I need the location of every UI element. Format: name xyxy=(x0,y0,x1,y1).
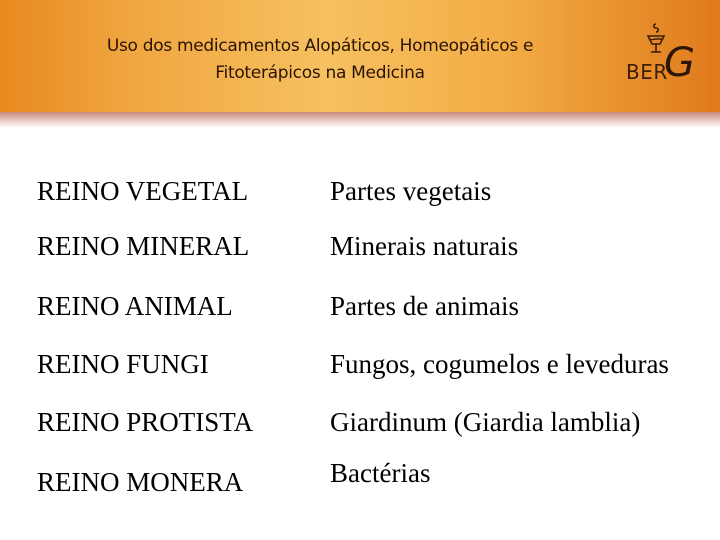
source-label: Partes vegetais xyxy=(330,176,492,206)
source-label: Giardinum (Giardia lamblia) xyxy=(330,407,641,437)
berg-logo xyxy=(620,22,700,88)
slide-title xyxy=(40,33,600,87)
table-row xyxy=(0,231,720,271)
logo-text: BER xyxy=(626,60,668,84)
table-row xyxy=(0,407,720,447)
logo-letter: G xyxy=(664,40,695,86)
table-row xyxy=(0,458,720,503)
table-row xyxy=(0,349,720,389)
kingdom-label: REINO MONERA xyxy=(37,467,244,497)
kingdom-label: REINO VEGETAL xyxy=(37,176,249,206)
kingdom-label: REINO MINERAL xyxy=(37,231,250,261)
table-row xyxy=(0,176,720,216)
source-label: Partes de animais xyxy=(330,291,519,321)
source-label: Bactérias xyxy=(330,458,431,488)
slide-title-line-2: Fitoterápicos na Medicina xyxy=(215,63,425,83)
source-label: Fungos, cogumelos e leveduras xyxy=(330,349,669,379)
kingdom-label: REINO FUNGI xyxy=(37,349,209,379)
table-row xyxy=(0,291,720,331)
kingdom-label: REINO ANIMAL xyxy=(37,291,233,321)
kingdom-label: REINO PROTISTA xyxy=(37,407,254,437)
source-label: Minerais naturais xyxy=(330,231,519,261)
header-shadow xyxy=(0,112,720,128)
slide-title-line-1: Uso dos medicamentos Alopáticos, Homeopáticos e xyxy=(106,36,534,56)
